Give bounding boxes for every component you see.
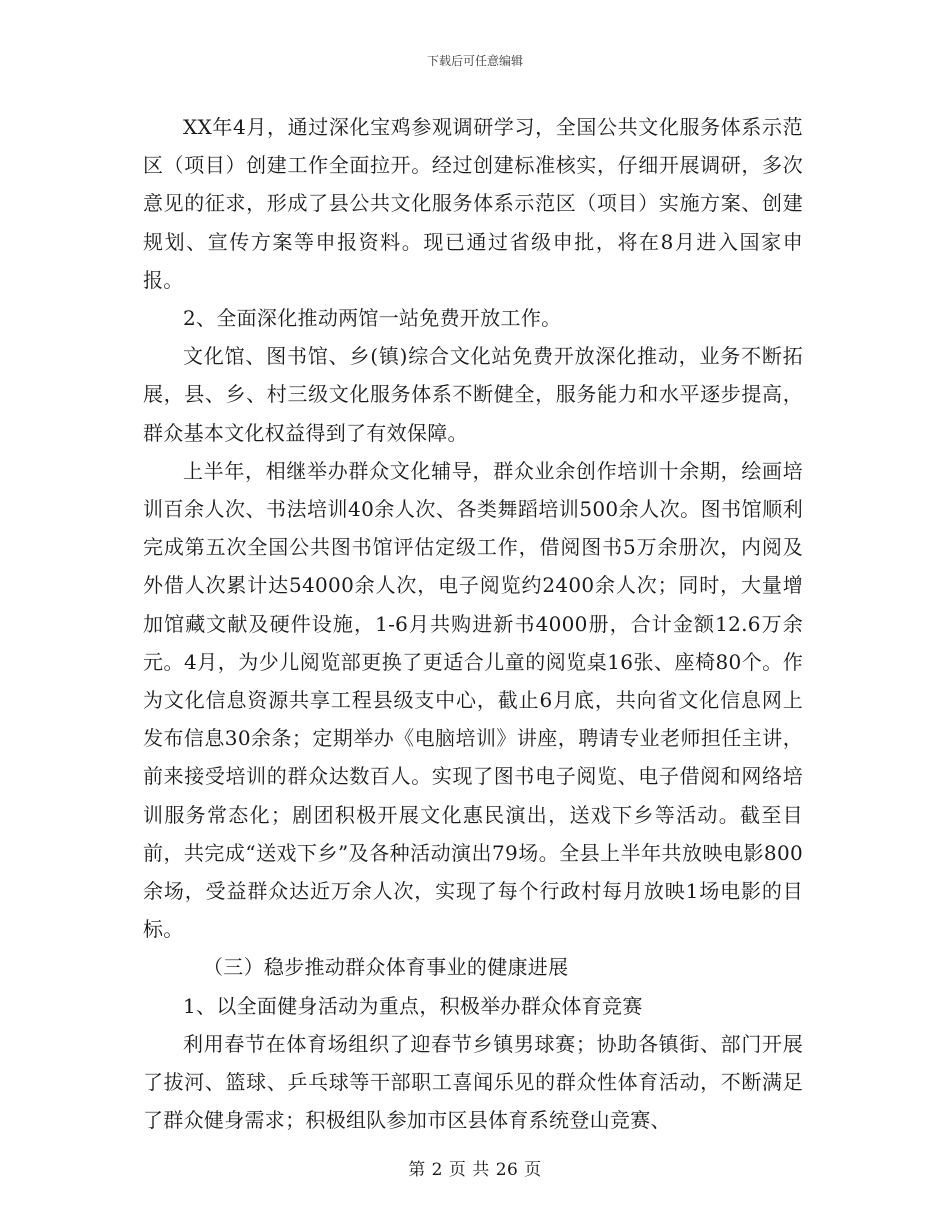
paragraph-free-opening: 文化馆、图书馆、乡(镇)综合文化站免费开放深化推动，业务不断拓展，县、乡、村三级文化服务体系不断健全，服务能力和水平逐步提高，群众基本文化权益得到了有效保障。: [143, 344, 803, 445]
paragraph-demonstration-zone: XX年4月，通过深化宝鸡参观调研学习，全国公共文化服务体系示范区（项目）创建工作全面拉开。经过创建标准核实，仔细开展调研，多次意见的征求，形成了县公共文化服务体系示范区（项目）实施方案、创建规划、宣传方案等申报资料。现已通过省级申批，将在8月进入国家申报。: [143, 115, 803, 292]
page-footer: 第 2 页 共 26 页: [408, 1160, 542, 1180]
paragraph-first-half-activities: 上半年，相继举办群众文化辅导，群众业余创作培训十余期，绘画培训百余人次、书法培训40余人次、各类舞蹈培训500余人次。图书馆顺利完成第五次全国公共图书馆评估定级工作，借阅图书5万余册次，内阅及外借人次累计达54000余人次，电子阅览约2400余人次；同时，大量增加馆藏文献及硬件设施，1-6月共购进新书4000册，合计金额12.6万余元。4月，为少儿阅览部更换了更适合儿童的阅览桌16张、座椅80个。作为文化信息资源共享工程县级支中心，截止6月底，共向省文化信息网上发布信息30余条；定期举办《电脑培训》讲座，聘请专业老师担任主讲，前来接受培训的群众达数百人。实现了图书电子阅览、电子借阅和网络培训服务常态化；剧团积极开展文化惠民演出，送戏下乡等活动。截至目前，共完成“送戏下乡”及各种活动演出79场。全县上半年共放映电影800余场，受益群众达近万余人次，实现了每个行政村每月放映1场电影的目标。: [143, 458, 803, 942]
section-heading-sports: （三）稳步推动群众体育事业的健康进展: [203, 955, 569, 980]
paragraph-heading-free-opening: 2、全面深化推动两馆一站免费开放工作。: [183, 306, 562, 331]
paragraph-heading-fitness: 1、以全面健身活动为重点，积极举办群众体育竞赛: [183, 993, 643, 1018]
page-header: 下载后可任意编辑: [426, 54, 523, 68]
paragraph-spring-festival: 利用春节在体育场组织了迎春节乡镇男球赛；协助各镇街、部门开展了拔河、篮球、乒乓球等干部职工喜闻乐见的群众性体育活动，不断满足了群众健身需求；积极组队参加市区县体育系统登山竞赛、: [143, 1031, 803, 1133]
document-body: [143, 108, 803, 1139]
